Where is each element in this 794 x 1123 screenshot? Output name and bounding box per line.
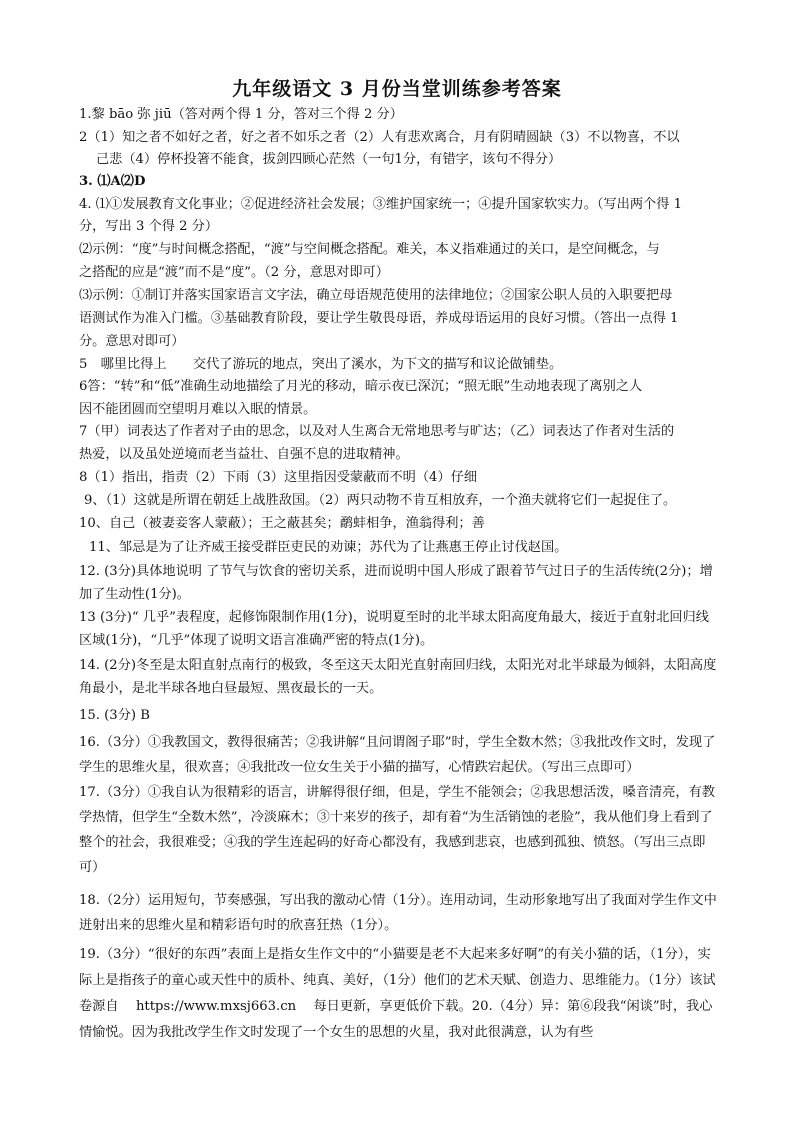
answer-line: 2（1）知之者不如好之者，好之者不如乐之者（2）人有悲欢离合，月有阴晴圆缺（3）不以物喜，不以 xyxy=(79,130,680,145)
answer-line: ⑶示例：①制订并落实国家语言文字法，确立母语规范使用的法律地位；②国家公职人员的入职要把母 xyxy=(79,288,673,303)
answer-18: 18.（2分）运用短句，节奏感强，写出我的激动心情（1分）。连用动词，生动形象地写出了我面对学生作文中迸射出来的思维火星和精彩语句时的欣喜狂热（1分）。 xyxy=(79,893,717,933)
answer-line: 1.黎 bāo 弥 jiū（答对两个得 1 分，答对三个得 2 分） xyxy=(79,107,403,122)
answer-line: 己悲（4）停杯投箸不能食，拔剑四顾心茫然（一句1分，有错字，该句不得分） xyxy=(96,152,562,167)
answer-13: 13 (3分)“ 几乎”表程度，起修饰限制作用(1分)，说明夏至时的北半球太阳高度角最大，接近于直射北回归线区域(1分)，“几乎”体现了说明文语言准确严密的特点(1分)。 xyxy=(79,610,709,648)
answer-line: 10、自己（被妻妾客人蒙蔽）；王之蔽甚矣；鹬蚌相争，渔翁得利；善 xyxy=(79,516,485,531)
answer-line: 3. ⑴A⑵D xyxy=(79,174,146,189)
answer-line: 9、（1）这就是所谓在朝廷上战胜敌国。（2）两只动物不肯互相放弃，一个渔夫就将它们一起捉住了。 xyxy=(84,493,677,508)
answer-line: 因不能团圆而空望明月难以入眠的情景。 xyxy=(79,402,317,417)
answer-14: 14. (2分)冬至是太阳直射点南行的极致，冬至这天太阳光直射南回归线，太阳光对北半球最为倾斜，太阳高度角最小，是北半球各地白昼最短、黑夜最长的一天。 xyxy=(79,658,717,696)
answer-line: 语测试作为准入门槛。③基础教育阶段，要让学生敬畏母语，养成母语运用的良好习惯。（答出一点得 1 xyxy=(79,311,679,326)
answer-17: 17.（3分）①我自认为很精彩的语言，讲解得很仔细，但是，学生不能领会；②我思想活泼，嗓音清亮，有教学热情，但学生“全数木然”，冷淡麻木；③十来岁的孩子，却有着“为生活销蚀的老脸”，我从他们身上看到了整个的社会，我很难受；④我的学生连起码的好奇心都没有，我感到悲哀，也感到孤独、愤怒。（写出三点即可） xyxy=(79,785,715,875)
page-title: 九年级语文 3 月份当堂训练参考答案 xyxy=(232,78,562,100)
answer-line: 5 哪里比得上 交代了游玩的地点，突出了溪水，为下文的描写和议论做铺垫。 xyxy=(79,357,563,372)
answer-line: 8（1）指出，指责（2）下雨（3）这里指因受蒙蔽而不明（4）仔细 xyxy=(79,470,478,485)
answer-line: 7（甲）词表达了作者对子由的思念，以及对人生离合无常地思考与旷达；（乙）词表达了作者对生活的 xyxy=(79,424,675,439)
answer-16: 16.（3分）①我教国文，教得很痛苦；②我讲解“且问谓阁子耶”时，学生全数木然；③我批改作文时，发现了学生的思维火星，很欢喜；④我批改一位女生关于小猫的描写，心情跌宕起伏。（写出三点即可） xyxy=(79,735,716,775)
answer-19-20: 19.（3分）“很好的东西”表面上是指女生作文中的“小猫要是老不大起来多好啊”的有关小猫的话，（1分），实际上是指孩子的童心或天性中的质朴、纯真、美好，（1分）他们的艺术天赋、创造力、思维能力。（1分）该试卷源自 https://www.mxsj663.cn 每日更新，享更低价下载。20.（4分）异：第⑥段我“闲谈”时，我心情愉悦。因为我批改学生作文时发现了一个女生的思想的火星，我对此很满意，认为有些 xyxy=(79,947,716,1040)
answer-line: 之搭配的应是“渡”而不是“度”。（2 分，意思对即可） xyxy=(79,265,389,280)
answer-line: 分。意思对即可） xyxy=(79,334,185,349)
answer-15: 15. (3分) B xyxy=(79,708,150,723)
answer-line: 11、邹忌是为了让齐威王接受群臣吏民的劝谏；苏代为了让燕惠王停止讨伐赵国。 xyxy=(89,540,568,555)
answer-12: 12. (3分)具体地说明 了节气与饮食的密切关系，进而说明中国人形成了跟着节气过日子的生活传统(2分)；增加了生动性(1分)。 xyxy=(79,564,713,602)
answer-line: 4. ⑴①发展教育文化事业；②促进经济社会发展；③维护国家统一；④提升国家软实力。（写出两个得 1 xyxy=(79,197,683,212)
answer-line: 分，写出 3 个得 2 分） xyxy=(79,219,219,234)
answer-line: 6答：“转”和“低”准确生动地描绘了月光的移动，暗示夜已深沉；“照无眠”生动地表现了离别之人 xyxy=(79,379,643,394)
answer-line: 热爱，以及虽处逆境而老当益壮、自强不息的进取精神。 xyxy=(79,447,409,462)
answer-line: ⑵示例：“度”与时间概念搭配，“渡”与空间概念搭配。难关，本义指难通过的关口，是空间概念，与 xyxy=(79,242,660,257)
